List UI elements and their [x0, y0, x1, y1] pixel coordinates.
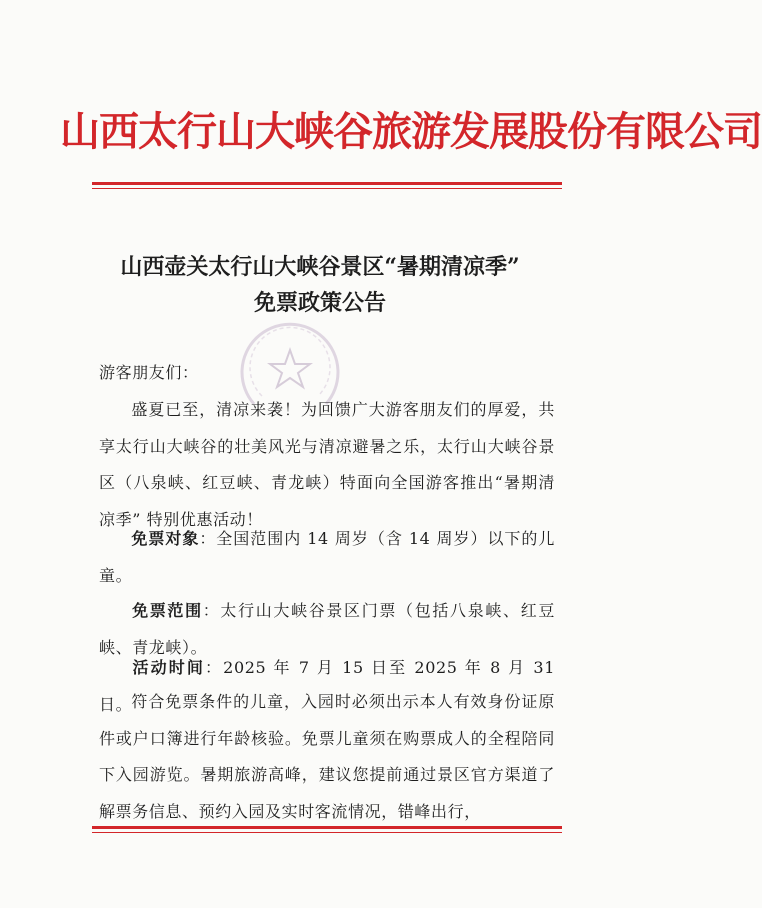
greeting: 游客朋友们： [99, 363, 199, 382]
conditions-text: 符合免票条件的儿童，入园时必须出示本人有效身份证原件或户口簿进行年龄核验。免票儿童须在购票成人的全程陪同下入园游览。暑期旅游高峰，建议您提前通过景区官方渠道了解票务信息、预约入园及实时客流情况，错峰出行， [99, 692, 555, 821]
notice-title-line-2: 免票政策公告 [253, 290, 386, 316]
conditions-paragraph [99, 684, 555, 830]
target-paragraph [99, 521, 555, 594]
scope-text: ：太行山大峡谷景区门票（包括八泉峡、红豆峡、青龙峡）。 [99, 601, 555, 657]
time-label: 活动时间 [131, 658, 206, 677]
letterhead-rule-thick [92, 182, 562, 185]
letterhead-rule-thin [92, 188, 562, 189]
scope-label: 免票范围 [131, 601, 203, 620]
target-label: 免票对象 [131, 529, 200, 548]
company-letterhead: 山西太行山大峡谷旅游发展股份有限公司 [60, 108, 762, 155]
target-text: ：全国范围内 14 周岁（含 14 周岁）以下的儿童。 [99, 529, 555, 585]
time-text: ：2025 年 7 月 15 日至 2025 年 8 月 31 日。 [99, 658, 555, 714]
notice-title-line-1: 山西壶关太行山大峡谷景区“暑期清凉季” [120, 254, 520, 280]
footer-rule-thick [92, 826, 562, 829]
intro-paragraph [99, 392, 555, 538]
intro-text: 盛夏已至，清凉来袭！为回馈广大游客朋友们的厚爱，共享太行山大峡谷的壮美风光与清凉避暑之乐，太行山大峡谷景区（八泉峡、红豆峡、青龙峡）特面向全国游客推出“暑期清凉季” 特别优惠活动！ [99, 400, 555, 529]
footer-rule-thin [92, 832, 562, 833]
